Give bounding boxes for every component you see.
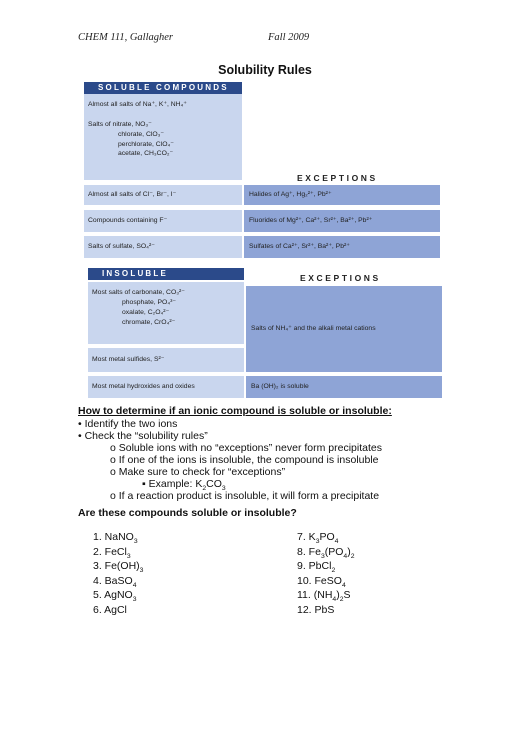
hydroxide-rule: Most metal hydroxides and oxides (88, 376, 244, 398)
perchlorate-rule: perchlorate, ClO₄⁻ (118, 140, 174, 148)
compound-item: 7. $K_3PO_4$ (297, 531, 339, 546)
compound-item: 8. $Fe_3(PO_4)_2$ (297, 545, 355, 560)
howto-heading: How to determine if an ionic compound is soluble or insoluble: (78, 405, 392, 417)
alkali-salts-rule: Almost all salts of Na⁺, K⁺, NH₄⁺ (88, 101, 187, 108)
carbonate-group-cell (88, 282, 244, 344)
soluble-group-cell (84, 94, 242, 180)
fluoride-rule: Compounds containing F⁻ (84, 210, 242, 232)
compound-item: 10. FeSO$_4$ (297, 574, 346, 589)
soluble-compounds-band: SOLUBLE COMPOUNDS (84, 82, 242, 94)
compound-item: 2. FeCl$_3$ (93, 545, 131, 560)
howto-sub-precipitate: o If a reaction product is insoluble, it will form a precipitate (110, 490, 380, 502)
compound-item: 3. $Fe(OH)_3$ (93, 560, 144, 575)
soluble-exceptions-title: EXCEPTIONS (297, 173, 378, 183)
page-title: Solubility Rules (218, 63, 312, 77)
fluoride-exception: Fluorides of Mg²⁺, Ca²⁺, Sr²⁺, Ba²⁺, Pb²⁺ (244, 210, 440, 232)
compound-item: 11. $(NH_4)_2S$ (297, 589, 351, 604)
howto-example (142, 478, 226, 493)
nitrate-rule: Salts of nitrate, NO₃⁻ (88, 120, 152, 128)
compound-item: 4. BaSO$_4$ (93, 574, 137, 589)
halide-rule: Almost all salts of Cl⁻, Br⁻, I⁻ (84, 185, 242, 205)
oxalate-rule: oxalate, C₂O₄²⁻ (122, 308, 170, 316)
compound-item: 9. PbCl$_2$ (297, 560, 336, 575)
halide-exception: Halides of Ag⁺, Hg₂²⁺, Pb²⁺ (244, 185, 440, 205)
chlorate-rule: chlorate, ClO₃⁻ (118, 130, 165, 138)
carbonate-rule: Most salts of carbonate, CO₃²⁻ (92, 289, 185, 296)
howto-bullet-identify: • Identify the two ions (78, 418, 178, 430)
compound-item: 12. PbS (297, 603, 335, 616)
compound-item: 5. AgNO$_3$ (93, 589, 137, 604)
baoh-exception: Ba (OH)₂ is soluble (246, 376, 442, 398)
phosphate-rule: phosphate, PO₄³⁻ (122, 298, 176, 306)
howto-sub-insoluble: o If one of the ions is insoluble, the compound is insoluble (110, 454, 379, 466)
ammonium-exception: Salts of NH₄⁺ and the alkali metal cations (246, 286, 442, 372)
howto-sub-soluble: o Soluble ions with no “exceptions” never form precipitates (110, 442, 382, 454)
course-header: CHEM 111, Gallagher (78, 32, 173, 43)
example-sub-3: 3 (221, 485, 226, 493)
example-co: CO (206, 478, 222, 490)
example-label: ▪ Example: K (142, 478, 203, 490)
howto-bullet-check: • Check the “solubility rules” (78, 430, 208, 442)
compound-item: 1. NaNO$_3$ (93, 531, 138, 546)
sulfate-exception: Sulfates of Ca²⁺, Sr²⁺, Ba²⁺, Pb²⁺ (244, 236, 440, 258)
sulfide-rule: Most metal sulfides, S²⁻ (88, 348, 244, 372)
howto-sub-exceptions: o Make sure to check for “exceptions” (110, 466, 286, 478)
acetate-rule: acetate, CH₃CO₂⁻ (118, 150, 174, 158)
term-header: Fall 2009 (268, 32, 310, 43)
example-sub-2: 2 (202, 485, 207, 493)
insoluble-compounds-band: INSOLUBLE (88, 268, 244, 280)
question-heading: Are these compounds soluble or insoluble? (78, 507, 297, 519)
sulfate-rule: Salts of sulfate, SO₄²⁻ (84, 236, 242, 258)
chromate-rule: chromate, CrO₄²⁻ (122, 318, 176, 326)
compound-item: 6. AgCl (93, 603, 127, 616)
insoluble-exceptions-title: EXCEPTIONS (300, 273, 381, 283)
